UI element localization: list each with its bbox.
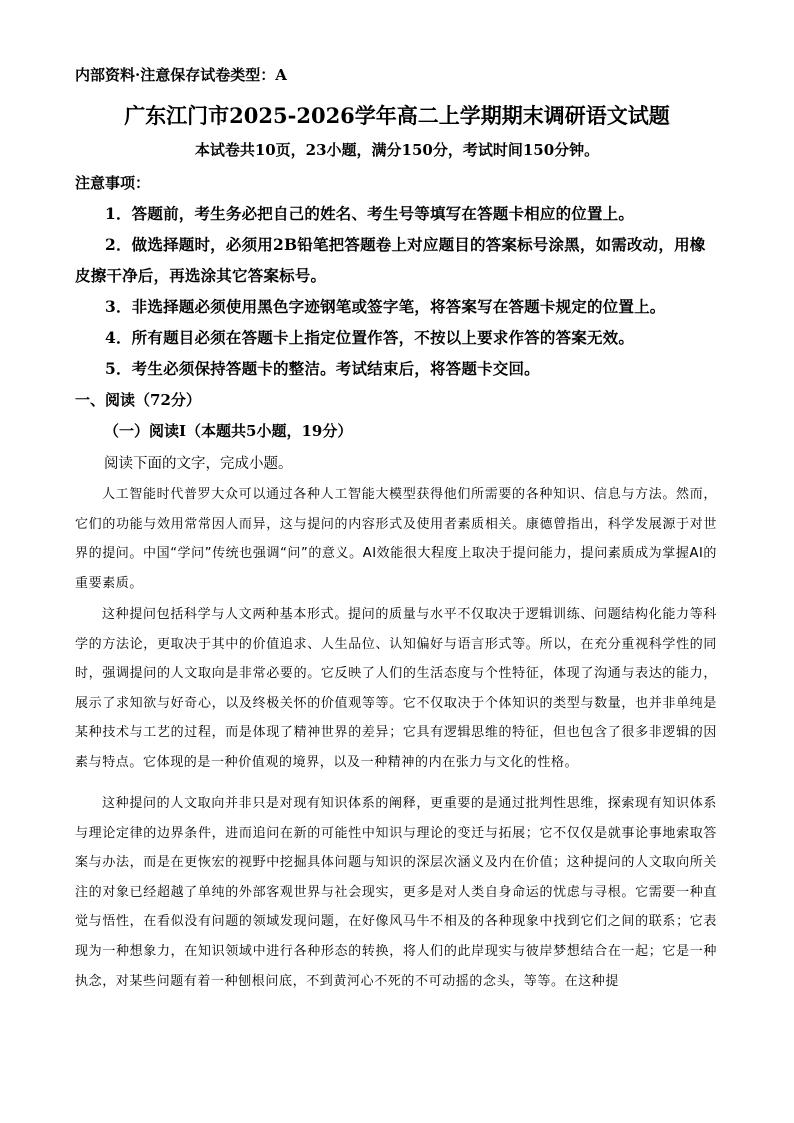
reading-instruction: 阅读下面的文字，完成小题。 <box>104 456 293 472</box>
notice-item-5: 5．考生必须保持答题卡的整洁。考试结束后，将答题卡交回。 <box>105 359 540 378</box>
section-heading-reading: 一、阅读（72分） <box>75 391 201 409</box>
notice-heading: 注意事项： <box>75 174 151 192</box>
notice-item-4: 4．所有题目必须在答题卡上指定位置作答，不按以上要求作答的答案无效。 <box>105 328 635 347</box>
passage-paragraph-2: 这种提问包括科学与人文两种基本形式。提问的质量与水平不仅取决于逻辑训练、问题结构化能力等科学的方法论，更取决于其中的价值追求、人生品位、认知偏好与语言形式等。所以，在充分重视科学性的同时，强调提问的人文取向是非常必要的。它反映了人们的生活态度与个性特征，体现了沟通与表达的能力，展示了求知欲与好奇心，以及终极关怀的价值观等等。它不仅取决于个体知识的类型与数量，也并非单纯是某种技术与工艺的过程，而是体现了精神世界的差异；它具有逻辑思维的特征，但也包含了很多非逻辑的因素与特点。它体现的是一种价值观的境界，以及一种精神的内在张力与文化的性格。 <box>75 607 717 770</box>
passage-paragraph-1: 人工智能时代普罗大众可以通过各种人工智能大模型获得他们所需要的各种知识、信息与方法。然而，它们的功能与效用常常因人而异，这与提问的内容形式及使用者素质相关。康德曾指出，科学发展源于对世界的提问。中国“学问”传统也强调“问”的意义。AI效能很大程度上取决于提问能力，提问素质成为掌握AI的重要素质。 <box>75 487 717 591</box>
notice-item-3: 3．非选择题必须使用黑色字迹钢笔或签字笔，将答案写在答题卡规定的位置上。 <box>105 297 666 316</box>
notice-item-1: 1．答题前，考生务必把自己的姓名、考生号等填写在答题卡相应的位置上。 <box>105 204 635 223</box>
passage-paragraph-3: 这种提问的人文取向并非只是对现有知识体系的阐释，更重要的是通过批判性思维，探索现有知识体系与理论定律的边界条件，进而追问在新的可能性中知识与理论的变迁与拓展；它不仅仅是就事论事地索取答案与办法，而是在更恢宏的视野中挖掘具体问题与知识的深层次涵义及内在价值；这种提问的人文取向所关注的对象已经超越了单纯的外部客观世界与社会现实，更多是对人类自身命运的忧虑与寻根。它需要一种直觉与悟性，在看似没有问题的领域发现问题，在好像风马牛不相及的各种现象中找到它们之间的联系；它表现为一种想象力，在知识领域中进行各种形态的转换，将人们的此岸现实与彼岸梦想结合在一起；它是一种执念，对某些问题有着一种刨根问底，不到黄河心不死的不可动摇的念头，等等。在这种提 <box>75 796 717 989</box>
subsection-heading-reading-1: （一）阅读Ⅰ（本题共5小题，19分） <box>104 422 353 440</box>
exam-subtitle: 本试卷共10页，23小题，满分150分，考试时间150分钟。 <box>194 141 600 159</box>
exam-title: 广东江门市2025-2026学年高二上学期期末调研语文试题 <box>124 103 670 128</box>
notice-item-2: 2．做选择题时，必须用2B铅笔把答题卷上对应题目的答案标号涂黑，如需改动，用橡皮擦干净后，再选涂其它答案标号。 <box>75 235 706 285</box>
internal-material-note: 内部资料·注意保存试卷类型：A <box>75 66 287 84</box>
